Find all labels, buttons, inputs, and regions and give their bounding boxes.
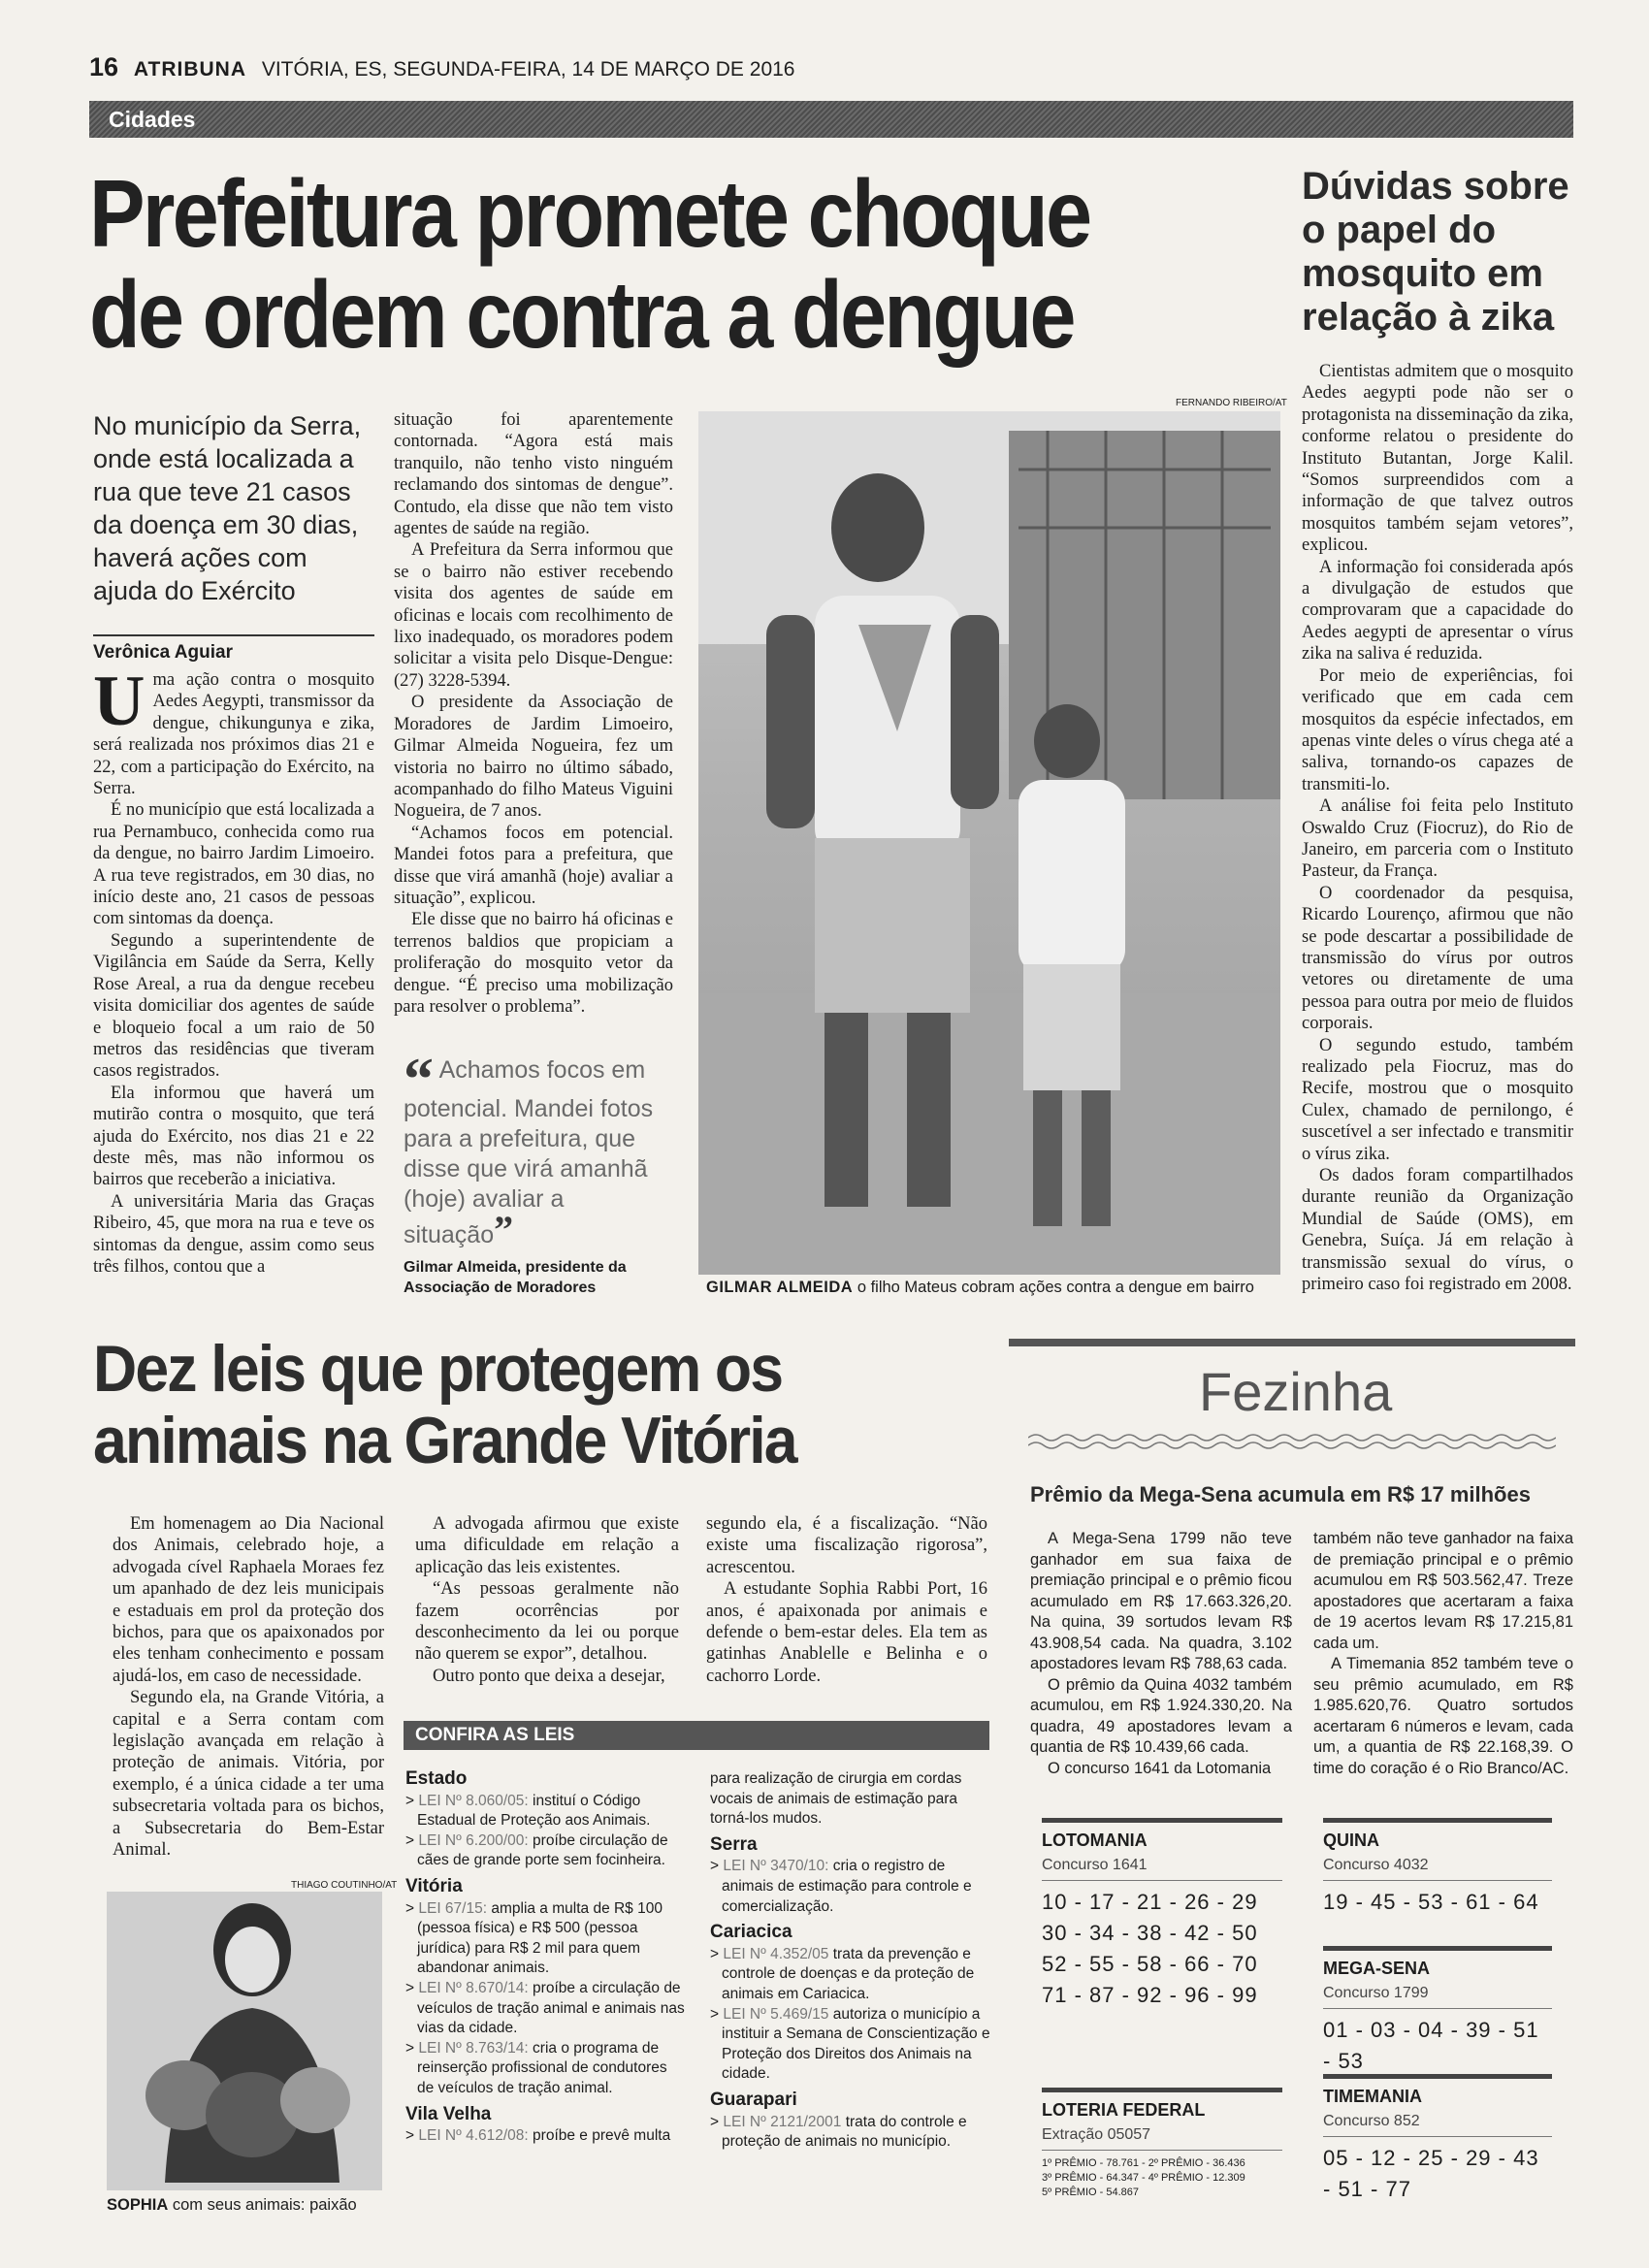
arrow-icon: > [405,1979,419,1996]
law-item [405,1792,687,1831]
law-number: LEI 67/15: [418,1899,488,1917]
arrow-icon: > [405,2039,419,2057]
second-headline: Dez leis que protegem os animais na Grande Vitória [93,1332,796,1477]
paragraph: A Timemania 852 também teve o seu prêmio acumulado, em R$ 1.985.620,76. Quatro sortudos acertaram 6 números e levam, cada um, a quantia de R$ 22.168,39. O time do coração é o Rio Branco/AC. [1313,1655,1573,1777]
article-column-c [113,1513,384,1862]
lottery-title: MEGA-SENA [1323,1946,1552,1979]
law-item [405,1831,687,1871]
number-row: 71 - 87 - 92 - 96 - 99 [1042,1983,1258,2007]
photo-credit: FERNANDO RIBEIRO/AT [1176,398,1287,408]
fezinha-top-rule [1009,1339,1575,1346]
paragraph: Ele disse que no bairro há oficinas e terrenos baldios que propiciam a proliferação do mosquito vetor da dengue. “É preciso uma mobilização para resolver o problema”. [394,910,673,1017]
law-number: LEI Nº 4.612/08: [418,2127,529,2145]
pull-quote-text: Achamos focos em potencial. Mandei fotos para a prefeitura, que disse que virá amanhã (hoje) avaliar a situação [404,1056,654,1248]
law-description: proíbe a circulação de veículos de tração animal e animais nas vias da cidade. [417,1979,685,2037]
arrow-icon: > [405,1831,419,1849]
lottery-title: TIMEMANIA [1323,2074,1552,2107]
number-row: 52 - 55 - 58 - 66 - 70 [1042,1952,1258,1976]
paragraph: A análise foi feita pelo Instituto Oswaldo Cruz (Fiocruz), do Rio de Janeiro, em parceria com o Instituto Pasteur, da França. [1302,796,1573,882]
laws-box-title: CONFIRA AS LEIS [415,1725,575,1745]
contest-number: Concurso 4032 [1323,1851,1552,1881]
pull-quote-attribution: Gilmar Almeida, presidente da Associação de Moradores [404,1259,627,1296]
pull-quote [404,1047,665,1251]
number-row: 01 - 03 - 04 - 39 - 51 - 53 [1323,2018,1539,2073]
paragraph: A universitária Maria das Graças Ribeiro, 45, que mora na rua e teve os sintomas da dengue, assim como seus três filhos, contou que a [93,1191,374,1277]
law-item [405,1979,687,2039]
paragraph: “Achamos focos em potencial. Mandei fotos para a prefeitura, que disse que virá amanhã (hoje) avaliar a situação”, explicou. [394,823,673,908]
paragraph: Os dados foram compartilhados durante reunião da Organização Mundial de Saúde (OMS), em Genebra, Suíça. Já em relação à transmissão sexual do vírus, o primeiro caso foi registrado em 2008. [1302,1166,1573,1295]
paragraph: Ela informou que haverá um mutirão contra o mosquito, que terá ajuda do Exército, nos dias 21 e 22 deste mês, mas não informou os bairros que receberão a iniciativa. [93,1083,374,1190]
caption-text: o filho Mateus cobram ações contra a dengue em bairro [857,1279,1254,1296]
caption-name: SOPHIA [107,2196,169,2214]
law-jurisdiction: Guarapari [710,2089,797,2110]
law-number: LEI Nº 6.200/00: [418,1831,529,1849]
law-number: LEI Nº 5.469/15 [723,2005,829,2023]
drop-cap: U [93,662,146,741]
caption-name: GILMAR ALMEIDA [706,1279,854,1296]
law-jurisdiction: Vila Velha [405,2103,492,2124]
law-item [710,2113,991,2153]
laws-list-right [710,1769,991,2153]
federal-results [1042,2088,1282,2200]
fezinha-column-b [1313,1529,1573,1779]
law-description: instituí o Código Estadual de Proteção aos Animais. [417,1792,651,1830]
quina-results [1323,1818,1552,1918]
main-photo [698,411,1280,1275]
paragraph: Por meio de experiências, foi verificado que em cada cem mosquitos da espécie infectados, em apenas vinte deles o vírus chega até a saliva, tornando-os capazes de transmiti-lo. [1302,665,1573,794]
contest-number: Concurso 1641 [1042,1851,1282,1881]
paragraph: segundo ela, é a fiscalização. “Não existe uma fiscalização rigorosa”, acrescentou. [706,1514,987,1577]
number-row: 10 - 17 - 21 - 26 - 29 [1042,1890,1258,1914]
prize-row: 3º PRÊMIO - 64.347 - 4º PRÊMIO - 12.309 [1042,2172,1245,2184]
lotomania-results [1042,1818,1282,2011]
article-column-d [415,1513,679,1687]
sidebar-headline: Dúvidas sobre o papel do mosquito em relação à zika [1302,165,1569,339]
arrow-icon: > [710,1858,724,1875]
paragraph: Uma ação contra o mosquito Aedes Aegypti, transmissor da dengue, chikungunya e zika, será realizada nos próximos dias 21 e 22, com a participação do Exército, na Serra. [93,662,374,799]
paragraph: O concurso 1641 da Lotomania [1048,1759,1272,1777]
section-label: Cidades [109,107,196,132]
paragraph: A informação foi considerada após a divulgação de estudos que comprovaram que a capacidade do Aedes aegypti de apresentar o vírus zika na saliva é reduzida. [1302,557,1573,664]
paragraph: “As pessoas geralmente não fazem ocorrências por desconhecimento da lei ou porque não querem se expor”, detalhou. [415,1579,679,1665]
law-item [710,1945,991,2005]
law-description: proíbe e prevê multa [533,2127,671,2145]
sophia-photo [107,1892,382,2190]
photo-caption [107,2196,357,2215]
law-number: LEI Nº 2121/2001 [723,2113,842,2130]
fezinha-column-a [1030,1529,1292,1779]
article-column-a [93,662,374,1278]
law-number: LEI Nº 8.060/05: [418,1792,529,1809]
law-description: proíbe circulação de cães de grande porte sem focinheira. [417,1831,668,1869]
number-row: 19 - 45 - 53 - 61 - 64 [1323,1890,1539,1914]
timemania-results [1323,2074,1552,2205]
law-item [710,1857,991,1917]
paragraph: Em homenagem ao Dia Nacional dos Animais, celebrado hoje, a advogada cível Raphaela Moraes fez um apanhado de dez leis municipais e estaduais em prol da proteção dos bichos, para que os apaixonados por eles tenham conhecimento e possam ajudá-los, em caso de necessidade. [113,1514,384,1686]
paragraph: É no município que está localizada a rua Pernambuco, conhecida como rua da dengue, no bairro Jardim Limoeiro. A rua teve registrados, em 30 dias, no início deste ano, 21 casos de pessoas com sintomas da doença. [93,800,374,929]
law-item [405,2039,687,2099]
article-column-e [706,1513,987,1687]
wave-divider-icon [1028,1432,1556,1453]
photo-illustration [107,1892,382,2190]
contest-number: Concurso 1799 [1323,1979,1552,2009]
lottery-title: QUINA [1323,1818,1552,1851]
law-description: autoriza o município a instituir a Semana de Conscientização e Proteção dos Direitos dos Animais na cidade. [722,2005,990,2083]
fezinha-subtitle: Prêmio da Mega-Sena acumula em R$ 17 milhões [1030,1482,1531,1507]
fezinha-title: Fezinha [1199,1361,1393,1422]
megasena-results [1323,1946,1552,2077]
arrow-icon: > [405,2127,419,2145]
law-description: cria o programa de reinserção profissional de condutores de veículos de tração animal. [417,2039,667,2096]
law-description: trata do controle e proteção de animais no município. [722,2113,967,2151]
laws-box-header [404,1721,989,1750]
dateline: VITÓRIA, ES, SEGUNDA-FEIRA, 14 DE MARÇO DE 2016 [261,58,795,81]
law-jurisdiction: Estado [405,1768,468,1789]
paragraph: situação foi aparentemente contornada. “Agora está mais tranquilo, não tenho visto ninguém reclamando dos sintomas de dengue”. Contudo, ela disse que não tem visto agentes de saúde na região. [394,410,673,539]
sidebar-column [1302,361,1573,1295]
paragraph: A Prefeitura da Serra informou que se o bairro não estiver recebendo visita dos agentes de saúde em oficinas e locais com recolhimento de lixo inadequado, os moradores podem solicitar a visita pelo Disque-Dengue: (27) 3228-5394. [394,540,673,691]
arrow-icon: > [710,2005,724,2023]
paragraph: A advogada afirmou que existe uma dificuldade em relação a aplicação das leis existentes. [415,1514,679,1577]
close-quote-icon: ” [494,1208,514,1251]
law-description: cria o registro de animais de estimação para controle e comercialização. [722,1858,972,1915]
law-item [405,2126,687,2147]
paragraph: A Mega-Sena 1799 não teve ganhador em sua faixa de premiação principal e o prêmio ficou acumulado em R$ 17.663.326,20. Na quina, 39 sortudos levam R$ 43.908,54 cada. Na quadra, 3.102 apostadores levam R$ 788,63 cada. [1030,1530,1292,1672]
contest-number: Concurso 852 [1323,2107,1552,2137]
law-number: LEI Nº 8.763/14: [418,2039,529,2057]
number-row: 05 - 12 - 25 - 29 - 43 - 51 - 77 [1323,2146,1539,2201]
arrow-icon: > [405,1899,419,1917]
law-number: LEI Nº 3470/10: [723,1858,829,1875]
contest-number: Extração 05057 [1042,2121,1282,2151]
law-item [405,1899,687,1979]
main-headline: Prefeitura promete choque de ordem contra a dengue [89,160,1090,368]
paragraph: O segundo estudo, também realizado pela Fiocruz, mas do Recife, mostrou que o mosquito Culex, chamado de pernilongo, é suscetível a ser infectado e transmitir o vírus zika. [1302,1035,1573,1164]
paragraph: O presidente da Associação de Moradores de Jardim Limoeiro, Gilmar Almeida Nogueira, fez um vistoria no bairro no último sábado, acompanhado do filho Mateus Viguini Nogueira, de 7 anos. [394,693,673,822]
arrow-icon: > [405,1792,419,1809]
arrow-icon: > [710,1945,724,1962]
newspaper-brand: ATRIBUNA [133,58,246,81]
law-jurisdiction: Serra [710,1833,758,1855]
lottery-title: LOTERIA FEDERAL [1042,2088,1282,2121]
paragraph: A estudante Sophia Rabbi Port, 16 anos, é apaixonada por animais e defende o bem-estar deles. Ela tem as gatinhas Anablelle e Belinha e o cachorro Lorde. [706,1579,987,1686]
law-number: LEI Nº 8.670/14: [418,1979,529,1996]
paragraph: Outro ponto que deixa a desejar, [433,1666,665,1686]
law-item [710,2005,991,2085]
paragraph: O coordenador da pesquisa, Ricardo Lourenço, afirmou que não se pode descartar a possibilidade de transmissão do vírus por outros vetores ou diretamente de uma pessoa para outra por meio de fluidos corporais. [1302,883,1573,1034]
arrow-icon: > [710,2113,724,2130]
prize-row: 5º PRÊMIO - 54.867 [1042,2187,1140,2198]
law-number: LEI Nº 4.352/05 [723,1945,829,1962]
page-header [89,52,1573,85]
number-row: 30 - 34 - 38 - 42 - 50 [1042,1921,1258,1945]
law-description: amplia a multa de R$ 100 (pessoa física) e R$ 500 (pessoa jurídica) para R$ 2 mil para quem abandonar animais. [417,1899,663,1977]
section-bar [89,101,1573,138]
prize-row: 1º PRÊMIO - 78.761 - 2º PRÊMIO - 36.436 [1042,2157,1245,2169]
lede: No município da Serra, onde está localizada a rua que teve 21 casos da doença em 30 dias, haverá ações com ajuda do Exército [93,411,362,605]
caption-text: com seus animais: paixão [172,2196,357,2214]
paragraph: também não teve ganhador na faixa de premiação principal e o prêmio acumulou em R$ 503.562,47. Treze apostadores que acertaram a faixa de 19 acertos levam R$ 17.215,81 cada um. [1313,1530,1573,1652]
laws-list-left [405,1764,687,2147]
paragraph: Segundo ela, na Grande Vitória, a capital e a Serra contam com legislação avançada em relação à proteção de animais. Vitória, por exemplo, é a única cidade a ter uma subsecretaria voltada para os bichos, a Subsecretaria do Bem-Estar Animal. [113,1688,384,1861]
law-jurisdiction: Cariacica [710,1922,792,1943]
paragraph: Segundo a superintendente de Vigilância em Saúde da Serra, Kelly Rose Areal, a rua da dengue recebeu visita domiciliar dos agentes de saúde e bloqueio focal a um raio de 50 metros das residências que tiveram casos registrados. [93,930,374,1082]
photo-credit: THIAGO COUTINHO/AT [291,1880,398,1891]
byline: Verônica Aguiar [93,634,374,664]
page-number: 16 [89,52,119,81]
open-quote-icon: “ [404,1047,434,1113]
law-continuation: para realização de cirurgia em cordas vocais de animais de estimação para torná-los mudos. [710,1770,962,1828]
article-column-b [394,409,673,1018]
paragraph: Cientistas admitem que o mosquito Aedes aegypti pode não ser o protagonista na disseminação da zika, conforme relatou o presidente do Instituto Butantan, Jorge Kalil. “Somos surpreendidos com a informação de que talvez outros mosquitos também sejam vetores”, explicou. [1302,362,1573,556]
lottery-title: LOTOMANIA [1042,1818,1282,1851]
law-description: trata da prevenção e controle de doenças e da proteção de animais em Cariacica. [722,1945,975,2002]
photo-illustration [698,411,1280,1275]
photo-caption [706,1279,1288,1297]
law-jurisdiction: Vitória [405,1875,463,1896]
paragraph: O prêmio da Quina 4032 também acumulou, em R$ 1.924.330,20. Na quadra, 49 apostadores levam a quantia de R$ 10.439,66 cada. [1030,1675,1292,1756]
